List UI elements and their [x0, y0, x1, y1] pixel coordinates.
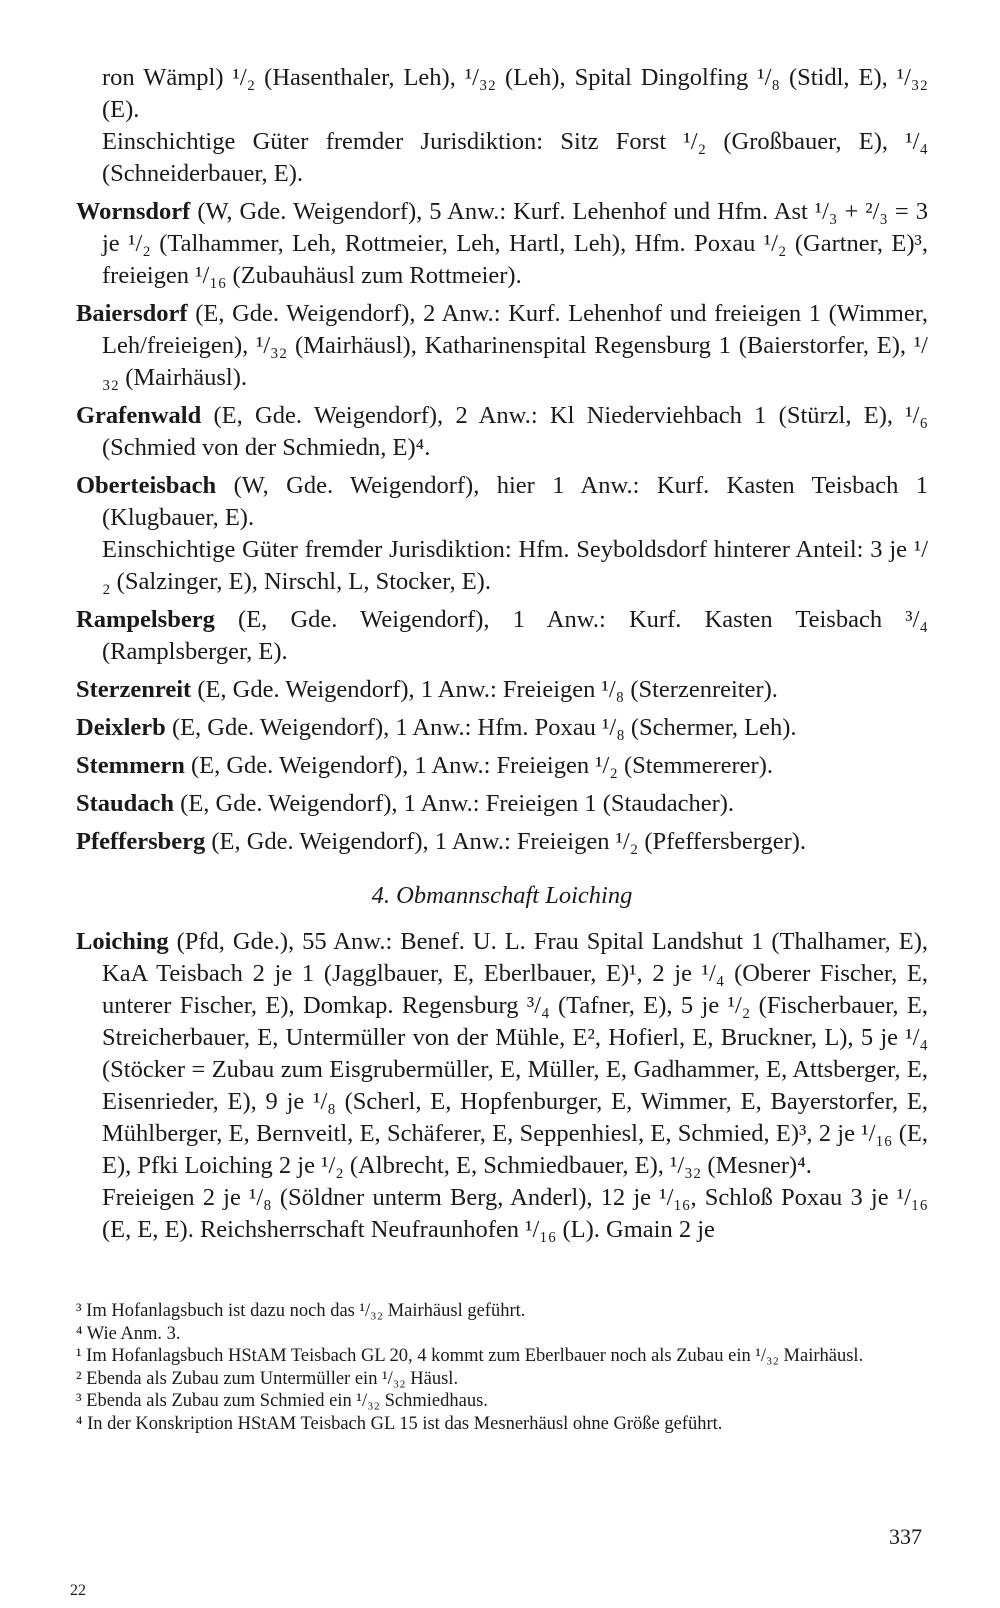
entry-text: (E, Gde. Weigendorf), 1 Anw.: Kurf. Kasten Teisbach ³/₄ (Ramplsberger, E).: [102, 606, 928, 665]
entry-staudach: [76, 788, 928, 820]
place-name: Pfeffersberg: [76, 828, 206, 855]
footnote: ³ Im Hofanlagsbuch ist dazu noch das ¹/₃₂ Mairhäusl geführt.: [76, 1301, 526, 1321]
entry-rampelsberg: [76, 604, 928, 668]
entry-einschichtige-gueter: [76, 534, 928, 598]
entry-text: (W, Gde. Weigendorf), hier 1 Anw.: Kurf. Kasten Teisbach 1 (Klugbauer, E).: [102, 472, 928, 531]
entry-deixlerb: [76, 712, 928, 744]
entry-text: (E, Gde. Weigendorf), 1 Anw.: Freieigen 1 (Staudacher).: [174, 790, 735, 817]
signature-mark: 22: [70, 1582, 86, 1599]
place-name: Oberteisbach: [76, 472, 217, 499]
entry-text: (E, Gde. Weigendorf), 2 Anw.: Kurf. Lehenhof und freieigen 1 (Wimmer, Leh/freieigen), ¹/₃₂ (Mairhäusl), Katharinenspital Regensburg 1 (Baierstorfer, E), ¹/₃₂ (Mairhäusl).: [102, 300, 928, 391]
entry-text: (E, Gde. Weigendorf), 2 Anw.: Kl Niederviehbach 1 (Stürzl, E), ¹/₆ (Schmied von der Schmiedn, E)⁴.: [102, 402, 928, 461]
entry-stemmern: [76, 750, 928, 782]
entry-baiersdorf: [76, 298, 928, 394]
entry-text: Einschichtige Güter fremder Jurisdiktion: Hfm. Seyboldsdorf hinterer Anteil: 3 je ¹/₂ (Salzinger, E), Nirschl, L, Stocker, E).: [102, 536, 928, 595]
entry-text: (E, Gde. Weigendorf), 1 Anw.: Freieigen ¹/₂ (Pfeffersberger).: [205, 828, 807, 855]
place-name: Staudach: [76, 790, 175, 817]
place-name: Sterzenreit: [76, 676, 192, 703]
entry-oberteisbach: [76, 470, 928, 534]
page-number: 337: [889, 1524, 922, 1549]
entry-loiching-continuation: [76, 1182, 928, 1246]
place-name: Wornsdorf: [76, 198, 191, 225]
entry-continuation: [76, 62, 928, 126]
place-name: Grafenwald: [76, 402, 202, 429]
entry-text: (E, Gde. Weigendorf), 1 Anw.: Freieigen ¹/₂ (Stemmererer).: [184, 752, 773, 779]
entry-sterzenreit: [76, 674, 928, 706]
footnote: ² Ebenda als Zubau zum Untermüller ein ¹/₃₂ Häusl.: [76, 1368, 459, 1389]
entry-pfeffersberg: [76, 826, 928, 858]
entry-loiching: [76, 926, 928, 1182]
entry-text: (W, Gde. Weigendorf), 5 Anw.: Kurf. Lehenhof und Hfm. Ast ¹/₃ + ²/₃ = 3 je ¹/₂ (Talhammer, Leh, Rottmeier, Leh, Hartl, Leh), Hfm. Poxau ¹/₂ (Gartner, E)³, freieigen ¹/₁₆ (Zubauhäusl zum Rottmeier).: [102, 198, 928, 289]
entry-grafenwald: [76, 400, 928, 464]
footnote: ⁴ Wie Anm. 3.: [76, 1323, 181, 1344]
place-name: Rampelsberg: [76, 606, 215, 633]
entry-text: ron Wämpl) ¹/₂ (Hasenthaler, Leh), ¹/₃₂ (Leh), Spital Dingolfing ¹/₈ (Stidl, E), ¹/₃₂ (E).: [102, 64, 928, 123]
entry-text: (E, Gde. Weigendorf), 1 Anw.: Hfm. Poxau ¹/₈ (Schermer, Leh).: [165, 714, 797, 741]
place-name: Stemmern: [76, 752, 185, 779]
footnote: ³ Ebenda als Zubau zum Schmied ein ¹/₃₂ Schmiedhaus.: [76, 1391, 488, 1411]
entry-einschichtige-gueter: [76, 126, 928, 190]
footnotes: [76, 1300, 928, 1435]
place-name: Baiersdorf: [76, 300, 188, 327]
entry-text: (Pfd, Gde.), 55 Anw.: Benef. U. L. Frau Spital Landshut 1 (Thalhamer, E), KaA Teisbach 2 je 1 (Jagglbauer, E, Eberlbauer, E)¹, 2 je ¹/₄ (Oberer Fischer, E, unterer Fischer, E), Domkap. Regensburg ³/₄ (Tafner, E), 5 je ¹/₂ (Fischerbauer, E, Streicherbauer, E, Untermüller von der Mühle, E², Hofierl, E, Bruckner, L), 5 je ¹/₄ (Stöcker = Zubau zum Eisgrubermüller, E, Müller, E, Gadhammer, E, Attsberger, E, Eisenrieder, E), 9 je ¹/₈ (Scherl, E, Hopfenburger, E, Wimmer, E, Bayerstorfer, E, Mühlberger, E, Bernveitl, E, Schäferer, E, Seppenhiesl, E, Schmied, E)³, 2 je ¹/₁₆ (E, E), Pfki Loiching 2 je ¹/₂ (Albrecht, E, Schmiedbauer, E), ¹/₃₂ (Mesner)⁴.: [102, 928, 928, 1179]
main-text: [76, 62, 928, 1252]
place-name: Deixlerb: [76, 714, 166, 741]
entry-wornsdorf: [76, 196, 928, 292]
footnote: ¹ Im Hofanlagsbuch HStAM Teisbach GL 20, 4 kommt zum Eberlbauer noch als Zubau ein ¹/₃₂ Mairhäusl.: [76, 1346, 864, 1366]
section-heading: 4. Obmannschaft Loiching: [371, 882, 633, 909]
entry-text: Einschichtige Güter fremder Jurisdiktion: Sitz Forst ¹/₂ (Großbauer, E), ¹/₄ (Schneiderbauer, E).: [102, 128, 928, 187]
footnote: ⁴ In der Konskription HStAM Teisbach GL 15 ist das Mesnerhäusl ohne Größe geführt.: [76, 1413, 723, 1434]
place-name: Loiching: [76, 928, 169, 955]
entry-text: (E, Gde. Weigendorf), 1 Anw.: Freieigen ¹/₈ (Sterzenreiter).: [191, 676, 778, 703]
entry-text: Freieigen 2 je ¹/₈ (Söldner unterm Berg, Anderl), 12 je ¹/₁₆, Schloß Poxau 3 je ¹/₁₆ (E, E, E). Reichsherrschaft Neufraunhofen ¹/₁₆ (L). Gmain 2 je: [102, 1184, 928, 1243]
